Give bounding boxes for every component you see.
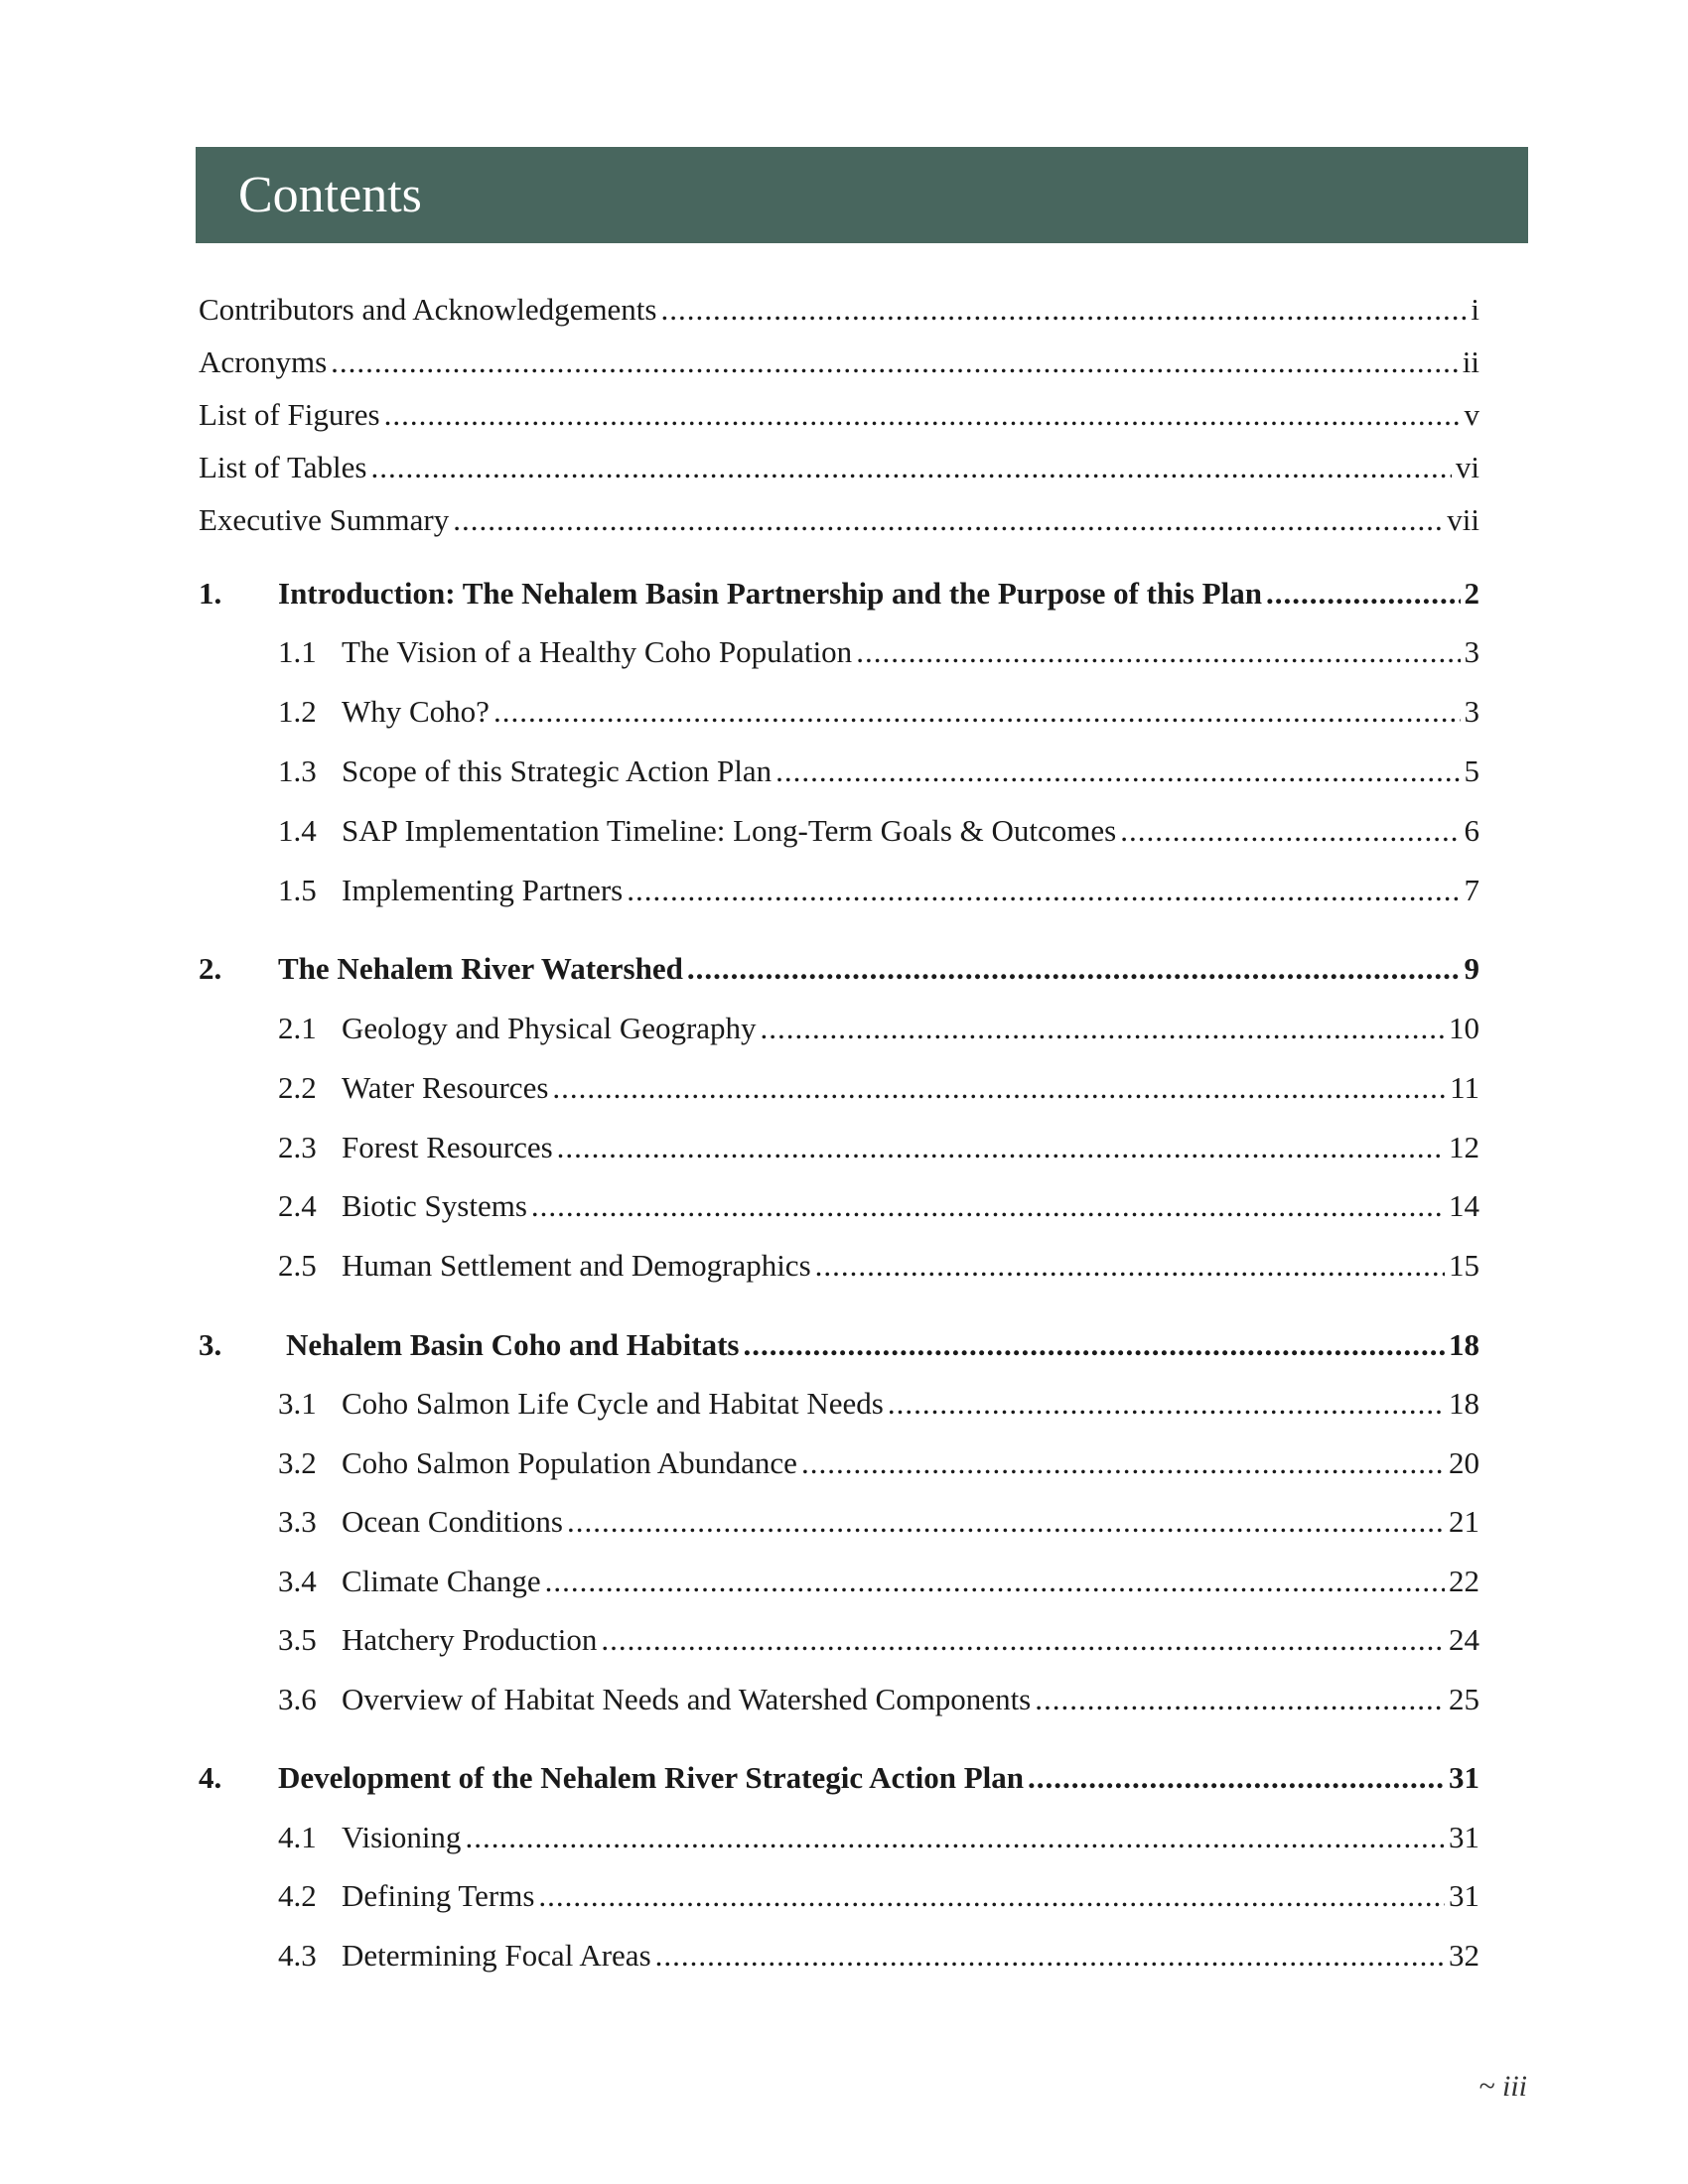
dot-leader [661,292,1468,328]
toc-subsection[interactable] [278,1070,1479,1118]
toc-entry-title: Climate Change [342,1564,541,1598]
toc-entry-page: 14 [1449,1188,1479,1223]
toc-subsection[interactable] [278,1682,1479,1729]
toc-entry[interactable] [199,292,1479,340]
toc-subsection[interactable] [278,753,1479,801]
toc-subsection[interactable] [278,873,1479,920]
toc-subsection[interactable] [278,1248,1479,1296]
toc-subsection[interactable] [278,1130,1479,1177]
toc-entry-page: 3 [1464,634,1479,669]
toc-entry-title: Implementing Partners [342,873,624,907]
toc-entry-number: 1.5 [278,873,317,907]
toc-entry-page: 3 [1464,694,1479,729]
toc-subsection[interactable] [278,1564,1479,1611]
toc-subsection[interactable] [278,1938,1479,1985]
toc-subsection[interactable] [278,1622,1479,1670]
toc-entry-title: Executive Summary [199,502,450,537]
toc-entry-title: Water Resources [342,1070,549,1105]
toc-entry-title: Human Settlement and Demographics [342,1248,811,1283]
toc-entry[interactable] [199,344,1479,392]
toc-entry-page: 21 [1449,1504,1479,1539]
toc-entry[interactable] [199,502,1479,550]
toc-subsection[interactable] [278,1445,1479,1493]
toc-entry-title: Determining Focal Areas [342,1938,651,1973]
toc-subsection[interactable] [278,1188,1479,1236]
toc-entry-page: 15 [1449,1248,1479,1283]
toc-entry-title: Geology and Physical Geography [342,1011,757,1045]
toc-entry-title: Development of the Nehalem River Strategic Action Plan [278,1760,1025,1795]
toc-entry-title: Nehalem Basin Coho and Habitats [286,1327,740,1362]
toc-entry-page: 32 [1449,1938,1479,1973]
toc-entry-number: 3.2 [278,1445,317,1480]
toc-entry-title: Forest Resources [342,1130,553,1164]
toc-entry-number: 3.6 [278,1682,317,1716]
toc-section-3[interactable] [199,1327,1479,1375]
toc-entry-page: ii [1462,344,1479,379]
dot-leader [655,1938,1445,1974]
toc-entry-page: 31 [1449,1878,1479,1913]
toc-entry-page: 18 [1449,1327,1479,1362]
toc-entry-title: Coho Salmon Population Abundance [342,1445,797,1480]
toc-entry-page: 25 [1449,1682,1479,1716]
toc-entry-title: The Nehalem River Watershed [278,951,683,986]
dot-leader [545,1564,1445,1599]
toc-entry-number: 4. [199,1760,222,1795]
dot-leader [815,1248,1445,1284]
toc-entry-number: 3.3 [278,1504,317,1539]
dot-leader [743,1327,1445,1363]
toc-entry-number: 3.4 [278,1564,317,1598]
toc-subsection[interactable] [278,1386,1479,1433]
toc-entry-page: 20 [1449,1445,1479,1480]
toc-entry-page: 31 [1449,1760,1479,1795]
dot-leader [567,1504,1445,1540]
toc-entry-page: 9 [1464,951,1479,986]
toc-entry-number: 1.1 [278,634,317,669]
dot-leader [557,1130,1445,1165]
toc-entry-number: 1.3 [278,753,317,788]
toc-entry-title: Why Coho? [342,694,490,729]
toc-entry-number: 2.5 [278,1248,317,1283]
dot-leader [1035,1682,1445,1717]
toc-subsection[interactable] [278,1878,1479,1926]
toc-entry-page: 7 [1464,873,1479,907]
toc-entry-page: i [1471,292,1479,327]
toc-entry-title: Biotic Systems [342,1188,527,1223]
toc-entry-number: 2.2 [278,1070,317,1105]
toc-entry-title: List of Tables [199,450,367,484]
toc-entry-title: Visioning [342,1820,462,1854]
toc-entry-title: Defining Terms [342,1878,535,1913]
dot-leader [761,1011,1445,1046]
toc-entry-page: 10 [1449,1011,1479,1045]
dot-leader [384,397,1461,433]
dot-leader [531,1188,1445,1224]
toc-subsection[interactable] [278,694,1479,742]
dot-leader [493,694,1461,730]
toc-entry-number: 4.1 [278,1820,317,1854]
toc-entry-number: 3.5 [278,1622,317,1657]
dot-leader [856,634,1460,670]
toc-subsection[interactable] [278,813,1479,861]
toc-entry-page: v [1464,397,1479,432]
page-number: ~ iii [1478,2070,1527,2103]
toc-entry-title: Hatchery Production [342,1622,598,1657]
toc-entry-title: Introduction: The Nehalem Basin Partnership and the Purpose of this Plan [278,576,1262,611]
toc-entry-page: 11 [1450,1070,1479,1105]
toc-entry-title: The Vision of a Healthy Coho Population [342,634,853,669]
toc-entry-title: Ocean Conditions [342,1504,563,1539]
dot-leader [601,1622,1445,1658]
toc-section-1[interactable] [199,576,1479,623]
toc-entry-number: 3. [199,1327,222,1362]
toc-entry-number: 3.1 [278,1386,317,1421]
toc-subsection[interactable] [278,1820,1479,1867]
toc-subsection[interactable] [278,1504,1479,1552]
toc-entry-number: 2.3 [278,1130,317,1164]
toc-entry-page: 22 [1449,1564,1479,1598]
toc-entry-page: 12 [1449,1130,1479,1164]
dot-leader [370,450,1451,485]
contents-banner [196,147,1528,243]
dot-leader [465,1820,1445,1855]
toc-entry-title: Scope of this Strategic Action Plan [342,753,773,788]
toc-entry-page: vii [1447,502,1479,537]
toc-entry-title: List of Figures [199,397,380,432]
dot-leader [627,873,1460,908]
toc-entry-page: 6 [1464,813,1479,848]
toc-entry-page: 2 [1464,576,1479,611]
toc-entry-title: SAP Implementation Timeline: Long-Term Goals & Outcomes [342,813,1117,848]
dot-leader [687,951,1461,987]
toc-entry-title: Overview of Habitat Needs and Watershed Components [342,1682,1032,1716]
dot-leader [888,1386,1445,1422]
toc-entry-title: Acronyms [199,344,328,379]
dot-leader [775,753,1460,789]
toc-subsection[interactable] [278,1011,1479,1058]
dot-leader [1028,1760,1445,1796]
toc-entry-number: 2. [199,951,222,986]
toc-entry-title: Contributors and Acknowledgements [199,292,657,327]
dot-leader [552,1070,1446,1106]
toc-entry-number: 1. [199,576,222,611]
dot-leader [453,502,1443,538]
toc-section-2[interactable] [199,951,1479,999]
toc-entry-number: 2.4 [278,1188,317,1223]
toc-entry-page: 31 [1449,1820,1479,1854]
dot-leader [1266,576,1461,612]
dot-leader [538,1878,1445,1914]
toc-entry-page: 24 [1449,1622,1479,1657]
toc-entry[interactable] [199,397,1479,445]
toc-entry-title: Coho Salmon Life Cycle and Habitat Needs [342,1386,884,1421]
toc-entry-page: 5 [1464,753,1479,788]
toc-section-4[interactable] [199,1760,1479,1808]
toc-entry[interactable] [199,450,1479,497]
page-title: Contents [238,166,422,223]
toc-entry-number: 4.2 [278,1878,317,1913]
dot-leader [801,1445,1445,1481]
dot-leader [331,344,1459,380]
toc-entry-page: 18 [1449,1386,1479,1421]
toc-entry-number: 1.4 [278,813,317,848]
toc-entry-number: 1.2 [278,694,317,729]
toc-entry-page: vi [1455,450,1479,484]
toc-entry-number: 4.3 [278,1938,317,1973]
toc-entry-number: 2.1 [278,1011,317,1045]
dot-leader [1120,813,1460,849]
toc-subsection[interactable] [278,634,1479,682]
